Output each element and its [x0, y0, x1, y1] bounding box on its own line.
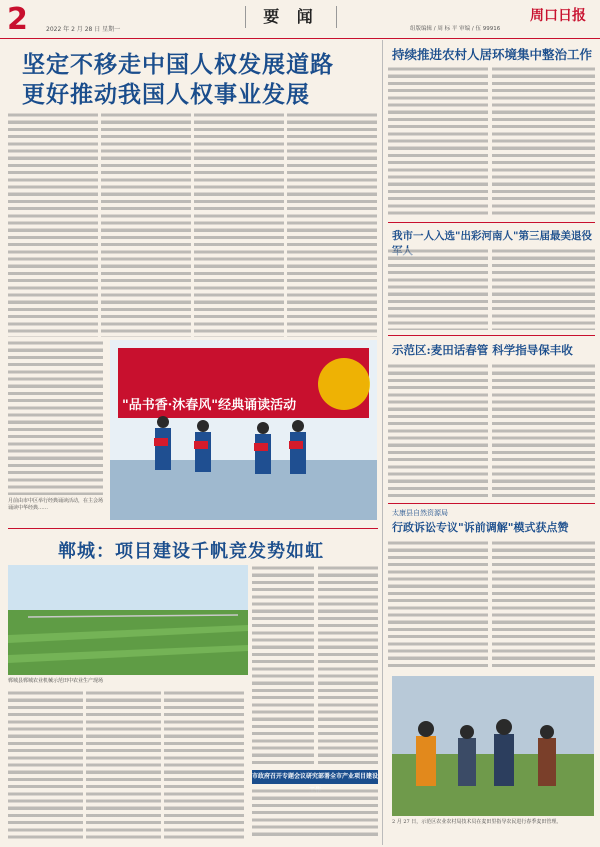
dancheng-headline: 郸城：项目建设千帆竞发势如虹 [58, 541, 324, 562]
photo-story-text [8, 340, 103, 495]
photo-story-caption: 月前由市中区举行经典诵读活动，在主会场诵读中华经典…… [8, 498, 104, 511]
activity-banner-text: "品书香·沐春风"经典诵读活动 [122, 398, 297, 413]
wheat-field-photo [392, 676, 594, 816]
dancheng-col-1 [252, 565, 314, 765]
editor-credits: 组版编辑 / 周 标 平 审编 / 伍 99916 [410, 26, 501, 32]
right-title-4: 行政诉讼专议"诉前调解"模式获点赞 [392, 521, 569, 534]
divider [8, 528, 378, 529]
dancheng-col-5 [164, 690, 244, 840]
wheat-field-caption: 2 月 27 日，示范区农业农村局技术员在麦田里指导农民进行春季麦田管理。 [392, 819, 562, 825]
lead-article-col-4 [287, 112, 377, 337]
dancheng-col-2 [318, 565, 378, 765]
masthead [0, 0, 600, 39]
lead-headline-2: 更好推动我国人权事业发展 [22, 81, 310, 108]
divider [388, 503, 595, 504]
farmland-photo [8, 565, 248, 675]
right-text-1a [388, 66, 488, 216]
right-title-2: 我市一人入选"出彩河南人"第三届最美退役 [392, 230, 592, 242]
right-title-1: 持续推进农村人居环境集中整治工作 [392, 47, 593, 62]
dancheng-subhead-text [252, 788, 378, 840]
newspaper-logo: 周口日报 [530, 8, 586, 24]
dancheng-col-3 [8, 690, 83, 840]
issue-date: 2022 年 2 月 28 日 星期一 [46, 26, 121, 33]
lead-article-col-1 [8, 112, 98, 337]
right-text-3a [388, 363, 488, 498]
lead-article-col-2 [101, 112, 191, 337]
right-kicker-4: 太康县自然资源局 [392, 509, 448, 517]
farmland-caption: 郸城县郸城农业机械示范田中农业生产现场 [8, 678, 104, 684]
section-title: 要 闻 [245, 6, 337, 28]
page-number: 2 [7, 2, 28, 37]
lead-headline-1: 坚定不移走中国人权发展道路 [22, 51, 334, 78]
right-text-1b [492, 66, 595, 216]
right-title-3: 示范区:麦田话春管 科学指导保丰收 [392, 343, 573, 357]
divider [388, 335, 595, 336]
column-separator [382, 40, 383, 845]
right-text-4a [388, 540, 488, 670]
lead-article-col-3 [194, 112, 284, 337]
dancheng-subhead: 市政府召开专题会议研究部署全市产业项目建设 [252, 770, 378, 784]
right-text-2a [388, 248, 488, 330]
divider [388, 222, 595, 223]
right-text-4b [492, 540, 595, 670]
right-text-2b [492, 248, 595, 330]
reading-activity-photo [110, 340, 377, 520]
dancheng-col-4 [86, 690, 161, 840]
right-text-3b [492, 363, 595, 498]
